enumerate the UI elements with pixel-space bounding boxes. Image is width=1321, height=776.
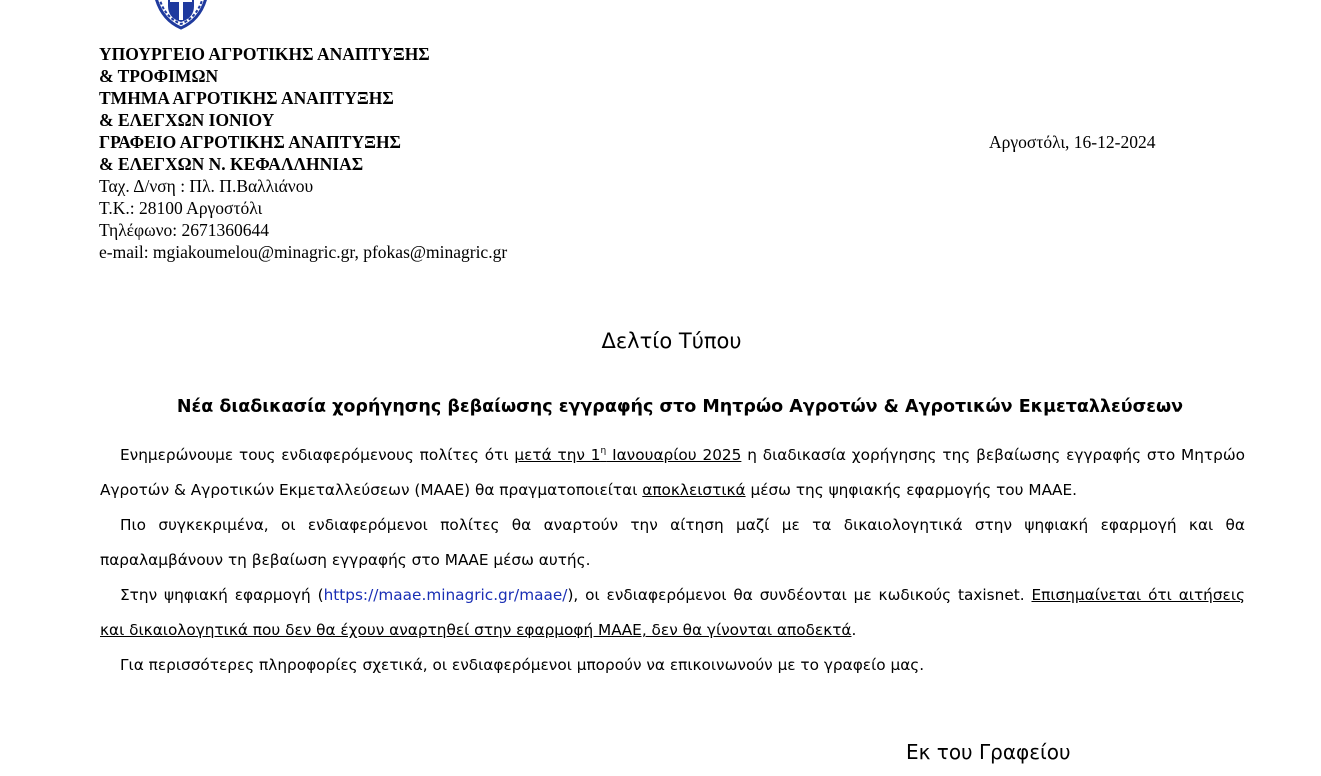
- document-body: [100, 438, 1245, 683]
- ministry-line-2: & ΤΡΟΦΙΜΩΝ: [99, 66, 219, 86]
- sender-header: [99, 43, 507, 263]
- postal-code: Τ.Κ.: 28100 Αργοστόλι: [99, 198, 263, 218]
- paragraph-3: [100, 578, 1245, 648]
- department-line-1: ΤΜΗΜΑ ΑΓΡΟΤΙΚΗΣ ΑΝΑΠΤΥΞΗΣ: [99, 88, 394, 108]
- date-emphasis: [514, 446, 741, 464]
- paragraph-3-text-a: Στην ψηφιακή εφαρμογή (: [120, 586, 324, 604]
- closing-signature: Εκ του Γραφείου: [906, 740, 1071, 764]
- document-title: Δελτίο Τύπου: [601, 329, 742, 353]
- maae-app-link[interactable]: https://maae.minagric.gr/maae/: [323, 586, 568, 604]
- exclusively-emphasis: αποκλειστικά: [642, 481, 746, 499]
- postal-address: Ταχ. Δ/νση : Πλ. Π.Βαλλιάνου: [99, 176, 314, 196]
- date-emphasis-text-b: Ιανουαρίου 2025: [606, 446, 742, 464]
- paragraph-1-text-c: μέσω της ψηφιακής εφαρμογής του ΜΑΑΕ.: [745, 481, 1078, 499]
- acceptance-notice: Επισημαίνεται ότι αιτήσεις και δικαιολογητικά που δεν θα έχουν αναρτηθεί στην εφαρμοφή ΜΑΑΕ, δεν θα γίνονται αποδεκτά: [100, 586, 1245, 639]
- date-emphasis-text-a: μετά την 1: [514, 446, 601, 464]
- paragraph-4: Για περισσότερες πληροφορίες σχετικά, οι ενδιαφερόμενοι μπορούν να επικοινωνούν με το γραφείο μας.: [120, 656, 925, 674]
- paragraph-3-text-b: ), οι ενδιαφερόμενοι θα συνδέονται με κωδικούς taxisnet.: [567, 586, 1032, 604]
- phone-number: Τηλέφωνο: 2671360644: [99, 220, 270, 240]
- paragraph-1-text-a: Ενημερώνουμε τους ενδιαφερόμενους πολίτες ότι: [120, 446, 515, 464]
- ministry-line-1: ΥΠΟΥΡΓΕΙΟ ΑΓΡΟΤΙΚΗΣ ΑΝΑΠΤΥΞΗΣ: [99, 44, 430, 64]
- ordinal-superscript: η: [600, 446, 607, 456]
- paragraph-1-text-b: η διαδικασία χορήγησης της βεβαίωσης εγγραφής στο Μητρώο Αγροτών & Αγροτικών Εκμεταλλεύσεων (ΜΑΑΕ) θα πραγματοποιείται: [100, 446, 1246, 499]
- document-date: Αργοστόλι, 16-12-2024: [989, 132, 1156, 152]
- paragraph-2: Πιο συγκεκριμένα, οι ενδιαφερόμενοι πολίτες θα αναρτούν την αίτηση μαζί με τα δικαιολογητικά στην ψηφιακή εφαρμογή και θα παραλαμβάνουν τη βεβαίωση εγγραφής στο ΜΑΑΕ μέσω αυτής.: [100, 516, 1245, 569]
- office-line-2: & ΕΛΕΓΧΩΝ Ν. ΚΕΦΑΛΛΗΝΙΑΣ: [99, 154, 364, 174]
- office-line-1: ΓΡΑΦΕΙΟ ΑΓΡΟΤΙΚΗΣ ΑΝΑΠΤΥΞΗΣ: [99, 132, 401, 152]
- department-line-2: & ΕΛΕΓΧΩΝ ΙΟΝΙΟΥ: [99, 110, 275, 130]
- email-addresses: e-mail: mgiakoumelou@minagric.gr, pfokas@minagric.gr: [99, 242, 508, 262]
- subject-heading: Νέα διαδικασία χορήγησης βεβαίωσης εγγραφής στο Μητρώο Αγροτών & Αγροτικών Εκμεταλλεύσεων: [176, 397, 1184, 417]
- greek-state-emblem-icon: [148, 0, 214, 32]
- paragraph-1: [100, 438, 1245, 508]
- paragraph-3-text-c: .: [851, 621, 857, 639]
